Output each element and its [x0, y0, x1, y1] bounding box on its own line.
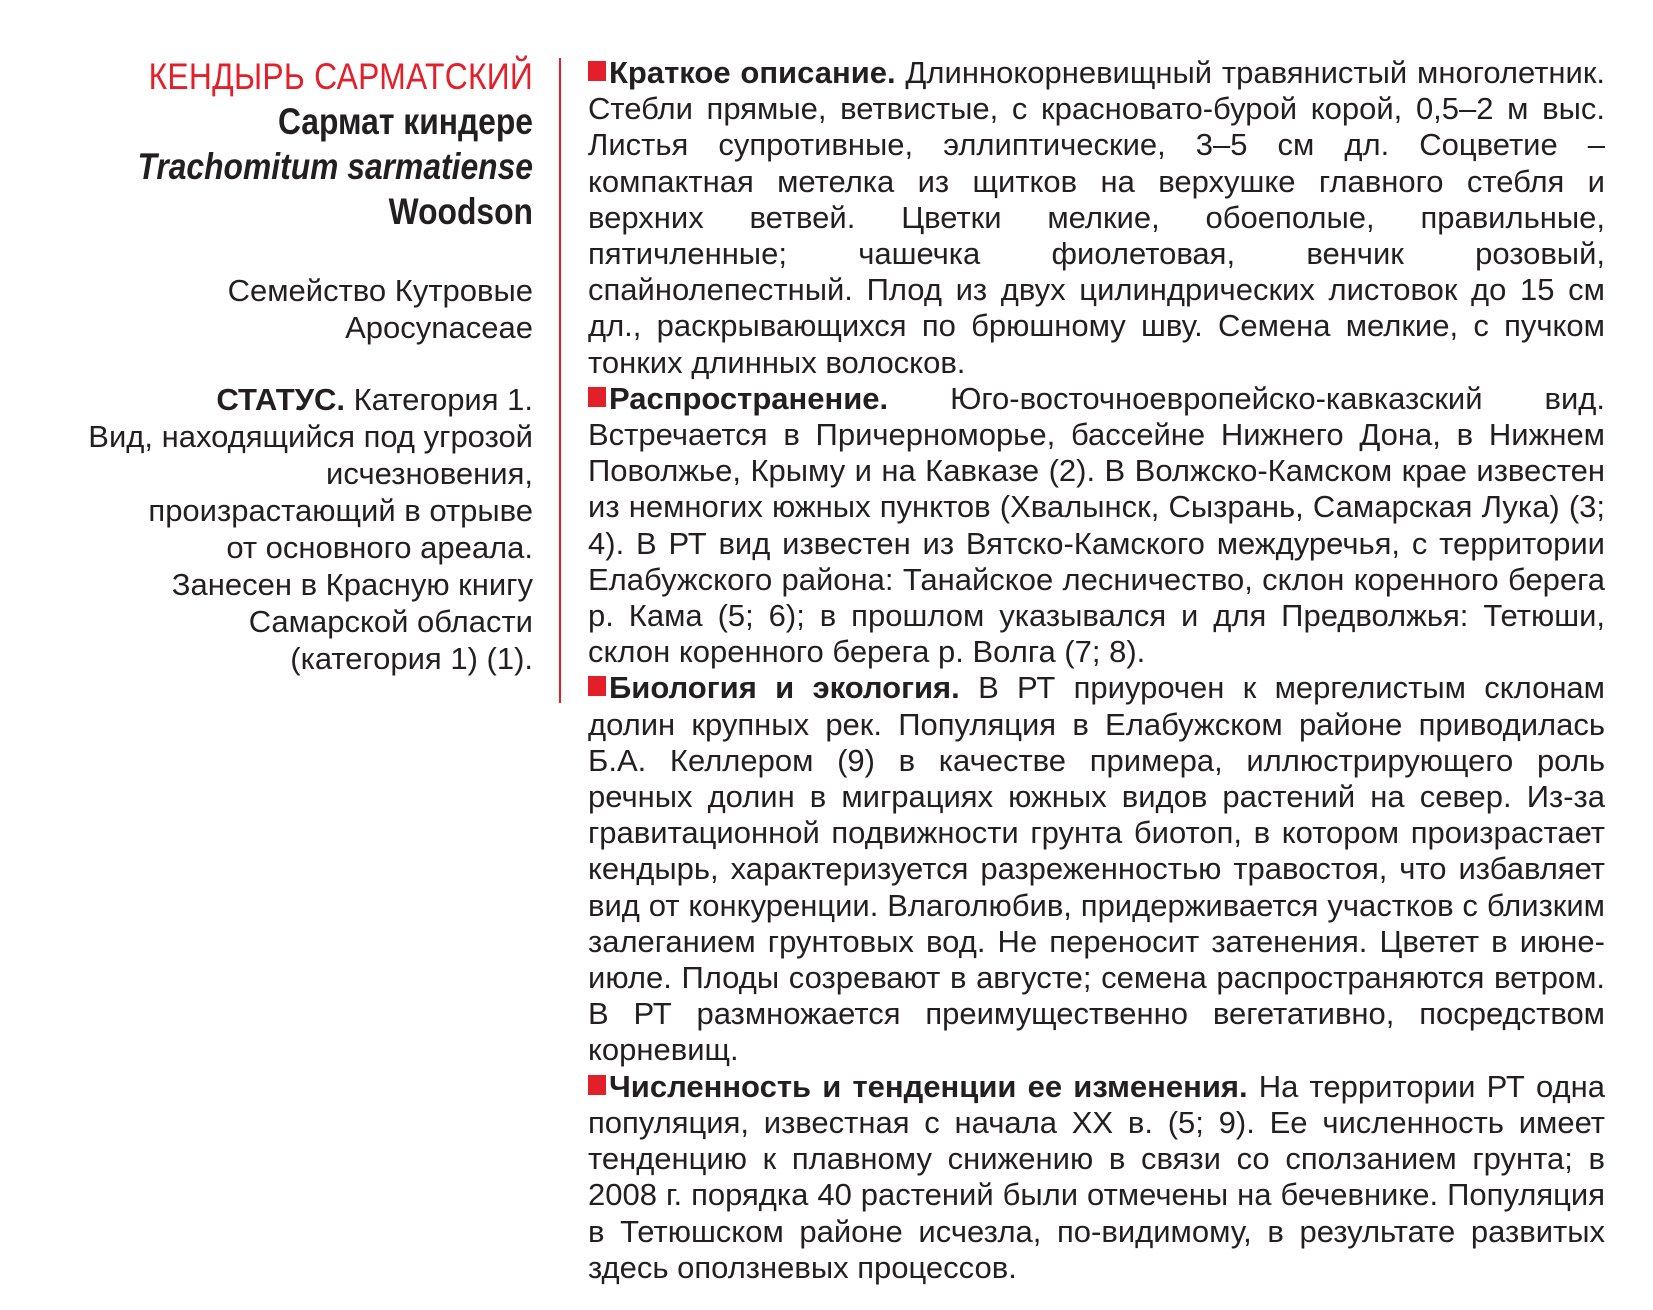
red-square-bullet-icon — [588, 61, 606, 81]
species-latin-name: Trachomitum sarmatiense — [137, 146, 533, 187]
species-author: Woodson — [388, 191, 533, 232]
family-russian: Семейство Кутровые — [227, 273, 533, 308]
red-square-bullet-icon — [588, 676, 606, 696]
section-description — [588, 55, 1605, 381]
status-line: Занесен в Красную книгу — [171, 567, 533, 602]
status-line: Вид, находящийся под угрозой — [88, 419, 533, 454]
section-body: Юго-восточноевропейско-кавказский вид. Встречается в Причерноморье, бассейне Нижнего Дона, в Нижнем Поволжье, Крыму и на Кавказе (2). В Волжско-Камском крае известен из немногих южных пунктов (Хвалынск, Сызрань, Самарская Лука) (3; 4). В РТ вид известен из Вятско-Камского междуречья, с территории Елабужского района: Танайское лесничество, склон коренного берега р. Кама (5; 6); в прошлом указывался и для Предволжья: Тетюши, склон коренного берега р. Волга (7; 8). — [588, 380, 1605, 670]
section-heading: Биология и экология. — [609, 670, 960, 706]
column-divider — [559, 58, 561, 703]
species-header — [40, 54, 533, 677]
red-square-bullet-icon — [588, 387, 606, 407]
status-line: исчезновения, — [326, 456, 533, 491]
family-block — [40, 272, 533, 346]
status-line: Самарской области — [248, 604, 533, 639]
status-line — [40, 381, 533, 418]
section-body: На территории РТ одна популяция, известная с начала XX в. (5; 9). Ее численность имеет тенденцию к плавному снижению в связи со сползанием грунта; в 2008 г. порядка 40 растений были отмечены на бечевнике. Популяция в Тетюшском районе исчезла, по-видимому, в результате развитых здесь оползневых процессов. — [588, 1068, 1605, 1285]
status-label: СТАТУС. — [216, 382, 345, 417]
section-heading: Краткое описание. — [609, 55, 896, 90]
section-body: В РТ приурочен к мергелистым склонам долин крупных рек. Популяция в Елабужском районе приводилась Б.А. Келлером (9) в качестве примера, иллюстрирующего роль речных долин в миграциях южных видов растений на север. Из-за гравитационной подвижности грунта биотоп, в котором произрастает кендырь, характеризуется разреженностью травостоя, что избавляет вид от конкуренции. Влаголюбив, придерживается участков с близким залеганием грунтовых вод. Не переносит затенения. Цветет в июне-июле. Плоды созревают в августе; семена распространяются ветром. В РТ размножается преимущественно вегетативно, посредством корневищ. — [588, 670, 1605, 1068]
red-square-bullet-icon — [588, 1075, 606, 1095]
species-title-tatar: Сармат киндере — [277, 101, 533, 142]
section-population — [588, 1069, 1605, 1286]
family-latin: Apocynaceae — [345, 310, 533, 345]
status-line: (категория 1) (1). — [290, 641, 533, 676]
section-biology-ecology — [588, 670, 1605, 1068]
status-line: от основного ареала. — [226, 530, 533, 565]
status-block — [40, 381, 533, 677]
section-heading: Распространение. — [609, 380, 889, 416]
status-line: произрастающий в отрыве — [148, 493, 533, 528]
status-category: Категория 1. — [345, 382, 533, 417]
main-text — [588, 55, 1605, 1286]
species-title-russian: КЕНДЫРЬ САРМАТСКИЙ — [148, 56, 534, 97]
section-heading: Численность и тенденции ее изменения. — [609, 1068, 1248, 1104]
section-body: Длиннокорневищный травянистый многолетник. Стебли прямые, ветвистые, с красновато-бурой корой, 0,5–2 м выс. Листья супротивные, эллиптические, 3–5 см дл. Соцветие – компактная метелка из щитков на верхушке главного стебля и верхних ветвей. Цветки мелкие, обоеполые, правильные, пятичленные; чашечка фиолетовая, венчик розовый, спайнолепестный. Плод из двух цилиндрических листовок до 15 см дл., раскрывающихся по брюшному шву. Семена мелкие, с пучком тонких длинных волосков. — [588, 55, 1606, 380]
section-distribution — [588, 381, 1605, 671]
